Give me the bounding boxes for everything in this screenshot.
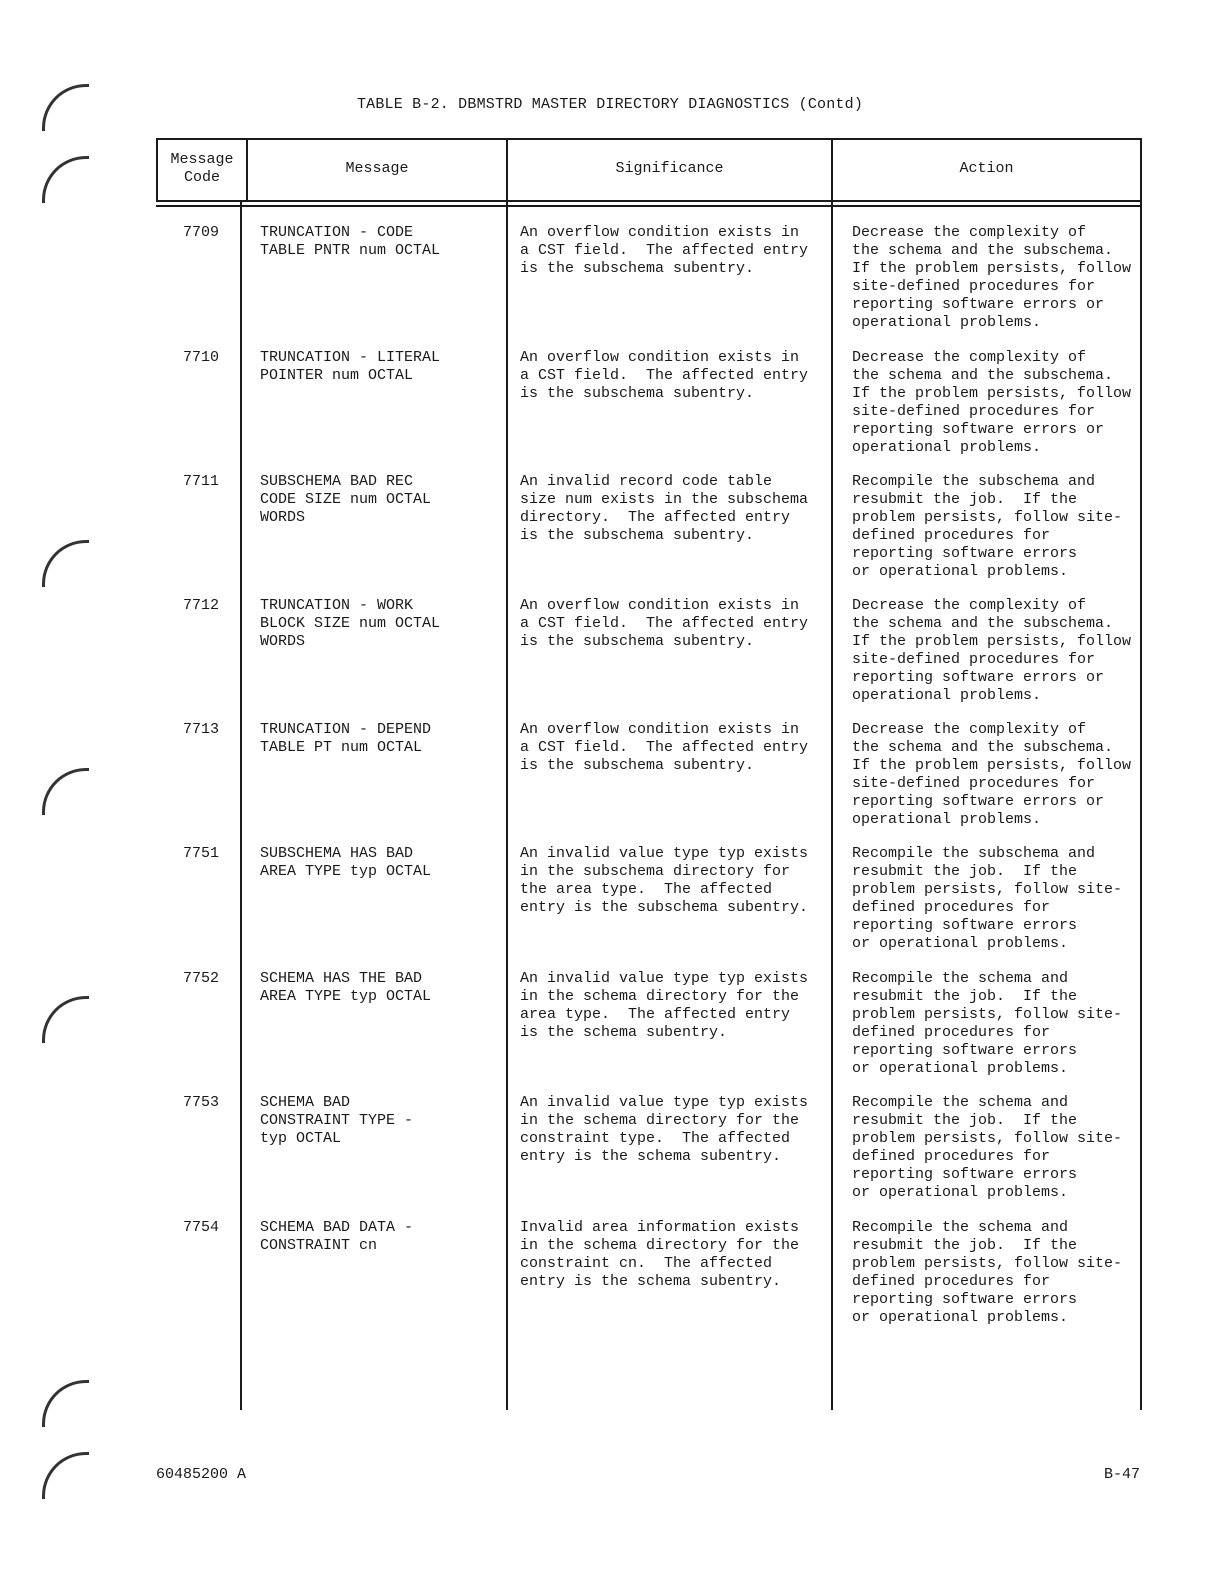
punch-hole-mark xyxy=(42,156,89,203)
row-significance: An invalid value type typ exists in the schema directory for the area type. The affected entry is the schema subentry. xyxy=(520,970,809,1041)
row-code: 7754 xyxy=(182,1219,219,1236)
punch-hole-mark xyxy=(42,1452,89,1499)
row-message: TRUNCATION - DEPEND TABLE PT num OCTAL xyxy=(260,721,432,756)
table-row xyxy=(156,970,1142,1094)
row-action: Recompile the subschema and resubmit the job. If the problem persists, follow site- defined procedures for reporting software errors or operational problems. xyxy=(852,473,1123,580)
punch-hole-mark xyxy=(42,1380,89,1427)
punch-hole-mark xyxy=(42,996,89,1043)
row-action: Recompile the schema and resubmit the job. If the problem persists, follow site- defined procedures for reporting software errors or operational problems. xyxy=(852,970,1123,1077)
row-code: 7711 xyxy=(182,473,219,490)
row-significance: An invalid value type typ exists in the schema directory for the constraint type. The affected entry is the schema subentry. xyxy=(520,1094,809,1165)
header-message-code: Message Code xyxy=(170,151,234,186)
header-divider xyxy=(156,205,1142,207)
table-row xyxy=(156,473,1142,597)
row-message: SUBSCHEMA BAD REC CODE SIZE num OCTAL WORDS xyxy=(260,473,432,526)
table-row xyxy=(156,349,1142,473)
header-divider xyxy=(156,200,1142,202)
row-message: SCHEMA BAD CONSTRAINT TYPE - typ OCTAL xyxy=(260,1094,414,1147)
row-code: 7709 xyxy=(182,224,219,241)
diagnostics-table xyxy=(156,138,1142,1410)
row-action: Decrease the complexity of the schema and the subschema. If the problem persists, follow site-defined procedures for reporting software errors or operational problems. xyxy=(852,224,1132,331)
row-significance: An overflow condition exists in a CST field. The affected entry is the subschema subentry. xyxy=(520,597,809,650)
table-row xyxy=(156,1219,1142,1343)
row-message: SUBSCHEMA HAS BAD AREA TYPE typ OCTAL xyxy=(260,845,432,880)
row-message: TRUNCATION - CODE TABLE PNTR num OCTAL xyxy=(260,224,441,259)
row-action: Decrease the complexity of the schema and the subschema. If the problem persists, follow site-defined procedures for reporting software errors or operational problems. xyxy=(852,721,1132,828)
row-code: 7752 xyxy=(182,970,219,987)
row-code: 7753 xyxy=(182,1094,219,1111)
row-message: TRUNCATION - WORK BLOCK SIZE num OCTAL WORDS xyxy=(260,597,441,650)
punch-hole-mark xyxy=(42,768,89,815)
row-significance: An invalid value type typ exists in the subschema directory for the area type. The affected entry is the subschema subentry. xyxy=(520,845,809,916)
header-action: Action xyxy=(959,160,1014,177)
header-significance: Significance xyxy=(615,160,724,177)
row-action: Decrease the complexity of the schema and the subschema. If the problem persists, follow site-defined procedures for reporting software errors or operational problems. xyxy=(852,597,1132,704)
row-action: Decrease the complexity of the schema and the subschema. If the problem persists, follow site-defined procedures for reporting software errors or operational problems. xyxy=(852,349,1132,456)
row-action: Recompile the schema and resubmit the job. If the problem persists, follow site- defined procedures for reporting software errors or operational problems. xyxy=(852,1219,1123,1326)
row-message: SCHEMA BAD DATA - CONSTRAINT cn xyxy=(260,1219,414,1254)
row-code: 7712 xyxy=(182,597,219,614)
table-row xyxy=(156,224,1142,348)
row-action: Recompile the subschema and resubmit the job. If the problem persists, follow site- defined procedures for reporting software errors or operational problems. xyxy=(852,845,1123,952)
row-code: 7751 xyxy=(182,845,219,862)
row-code: 7710 xyxy=(182,349,219,366)
table-row xyxy=(156,721,1142,845)
table-row xyxy=(156,845,1142,969)
row-significance: Invalid area information exists in the schema directory for the constraint cn. The affected entry is the schema subentry. xyxy=(520,1219,800,1290)
row-significance: An invalid record code table size num exists in the subschema directory. The affected entry is the subschema subentry. xyxy=(520,473,809,544)
punch-hole-mark xyxy=(42,540,89,587)
row-significance: An overflow condition exists in a CST field. The affected entry is the subschema subentry. xyxy=(520,721,809,774)
row-message: TRUNCATION - LITERAL POINTER num OCTAL xyxy=(260,349,441,384)
row-action: Recompile the schema and resubmit the job. If the problem persists, follow site- defined procedures for reporting software errors or operational problems. xyxy=(852,1094,1123,1201)
row-significance: An overflow condition exists in a CST field. The affected entry is the subschema subentry. xyxy=(520,349,809,402)
table-row xyxy=(156,597,1142,721)
row-code: 7713 xyxy=(182,721,219,738)
table-row xyxy=(156,1094,1142,1218)
page-number: B-47 xyxy=(1103,1466,1140,1483)
row-significance: An overflow condition exists in a CST field. The affected entry is the subschema subentry. xyxy=(520,224,809,277)
document-number: 60485200 A xyxy=(156,1466,247,1483)
header-message: Message xyxy=(345,160,409,177)
table-title: TABLE B-2. DBMSTRD MASTER DIRECTORY DIAGNOSTICS (Contd) xyxy=(356,96,864,113)
row-message: SCHEMA HAS THE BAD AREA TYPE typ OCTAL xyxy=(260,970,432,1005)
